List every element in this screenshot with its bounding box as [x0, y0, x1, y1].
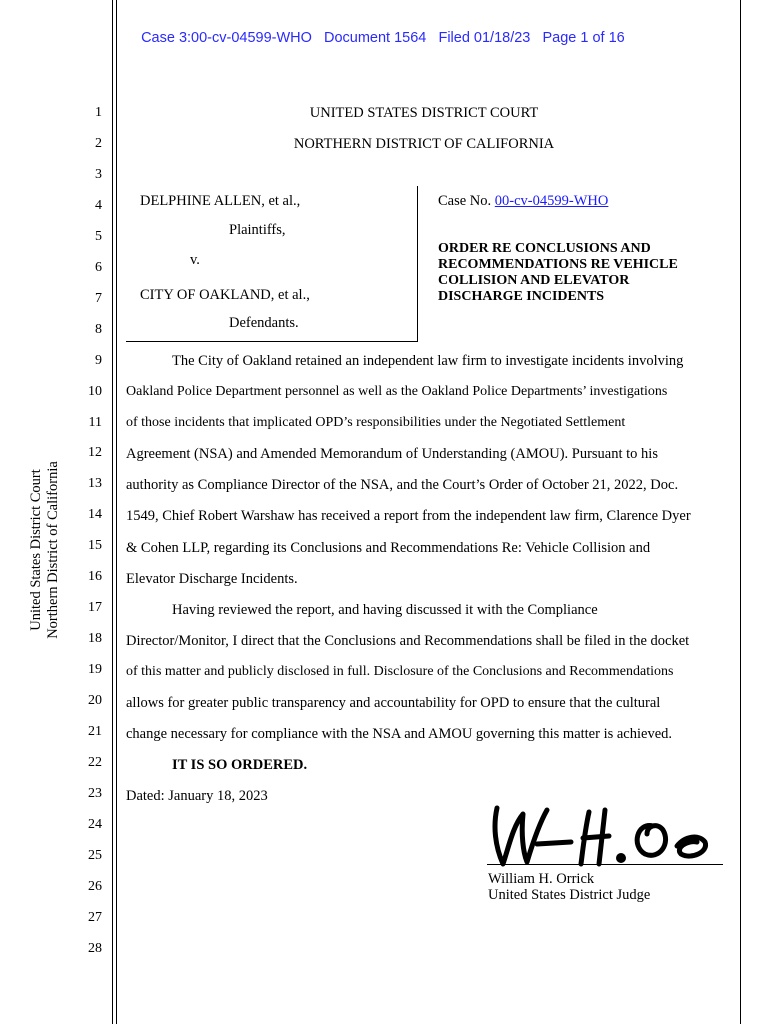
judge-name: William H. Orrick	[488, 871, 595, 887]
so-ordered: IT IS SO ORDERED.	[172, 757, 308, 773]
line-number: 4	[95, 197, 102, 213]
sidebar-district: Northern District of California	[45, 461, 61, 639]
line-number: 21	[88, 724, 102, 739]
header-filed: Filed 01/18/23	[438, 30, 531, 46]
line-number: 19	[88, 662, 102, 678]
line-number: 5	[95, 228, 102, 244]
body-line: The City of Oakland retained an independent law firm to investigate incidents involving	[172, 353, 684, 369]
body-line: Oakland Police Department personnel as well as the Oakland Police Departments’ investigations	[126, 384, 668, 399]
body-line: 1549, Chief Robert Warshaw has received a report from the independent law firm, Clarence Dyer	[126, 508, 691, 524]
line-number: 1	[95, 105, 102, 120]
judge-title: United States District Judge	[488, 887, 651, 903]
line-number: 13	[88, 476, 102, 492]
line-number: 11	[88, 414, 102, 430]
line-number: 2	[95, 135, 102, 151]
case-number-row	[438, 193, 608, 210]
left-rule-outer	[112, 0, 113, 1024]
signature-line	[487, 864, 723, 865]
body-line: of this matter and publicly disclosed in full. Disclosure of the Conclusions and Recommendations	[126, 664, 674, 679]
plaintiffs-label: Plaintiffs,	[229, 222, 286, 238]
order-title-line: ORDER RE CONCLUSIONS AND	[438, 241, 651, 256]
dated: Dated: January 18, 2023	[126, 788, 268, 804]
line-number: 3	[95, 166, 102, 182]
line-number: 6	[95, 259, 102, 275]
body-line: Agreement (NSA) and Amended Memorandum of Understanding (AMOU). Pursuant to his	[126, 446, 658, 462]
versus: v.	[190, 252, 200, 268]
header-document: Document 1564	[324, 30, 427, 46]
line-number: 25	[88, 847, 102, 863]
line-number: 23	[88, 785, 102, 801]
line-number: 20	[88, 693, 102, 709]
line-number: 8	[95, 321, 102, 337]
court-name: UNITED STATES DISTRICT COURT	[309, 105, 539, 121]
right-rule	[740, 0, 741, 1024]
case-no-label: Case No.	[438, 193, 492, 209]
line-number: 16	[88, 569, 102, 585]
line-number: 24	[88, 816, 102, 832]
defendants-name: CITY OF OAKLAND, et al.,	[140, 287, 310, 303]
line-number: 12	[88, 445, 102, 461]
line-number: 18	[88, 631, 102, 647]
order-title-line: COLLISION AND ELEVATOR	[438, 273, 630, 288]
defendants-label: Defendants.	[229, 315, 299, 331]
order-title-line: DISCHARGE INCIDENTS	[438, 289, 605, 304]
line-number: 9	[95, 352, 102, 368]
sidebar-court: United States District Court	[28, 469, 44, 631]
order-title	[438, 241, 678, 305]
case-number-link[interactable]: 00-cv-04599-WHO	[494, 193, 609, 209]
line-number: 15	[88, 538, 102, 554]
line-number: 26	[88, 878, 102, 894]
body-line: Director/Monitor, I direct that the Conclusions and Recommendations shall be filed in the docket	[126, 633, 690, 649]
order-title-line: RECOMMENDATIONS RE VEHICLE	[438, 257, 678, 272]
court-district: NORTHERN DISTRICT OF CALIFORNIA	[293, 136, 555, 152]
line-number: 27	[88, 909, 102, 925]
line-number: 28	[88, 940, 102, 956]
sidebar-court-label	[28, 400, 68, 700]
header-case: Case 3:00-cv-04599-WHO	[141, 30, 312, 46]
plaintiffs-name: DELPHINE ALLEN, et al.,	[140, 193, 301, 209]
body-line: change necessary for compliance with the NSA and AMOU governing this matter is achieved.	[126, 726, 673, 742]
line-number: 14	[88, 507, 102, 523]
body-line: allows for greater public transparency and accountability for OPD to ensure that the cultural	[126, 695, 661, 711]
body-line: Having reviewed the report, and having discussed it with the Compliance	[172, 602, 598, 618]
line-number: 22	[88, 754, 102, 770]
body-line: authority as Compliance Director of the NSA, and the Court’s Order of October 21, 2022, Doc.	[126, 477, 679, 493]
signature-block	[488, 871, 650, 903]
body-line: & Cohen LLP, regarding its Conclusions and Recommendations Re: Vehicle Collision and	[126, 540, 651, 556]
header-page: Page 1 of 16	[542, 30, 625, 46]
ecf-header	[133, 14, 625, 46]
body-line: Elevator Discharge Incidents.	[126, 571, 298, 587]
line-number: 7	[95, 290, 102, 306]
body-line: of those incidents that implicated OPD’s responsibilities under the Negotiated Settlement	[126, 415, 626, 430]
line-number: 10	[88, 383, 102, 399]
left-rule-inner	[116, 0, 117, 1024]
line-number: 17	[88, 600, 102, 616]
